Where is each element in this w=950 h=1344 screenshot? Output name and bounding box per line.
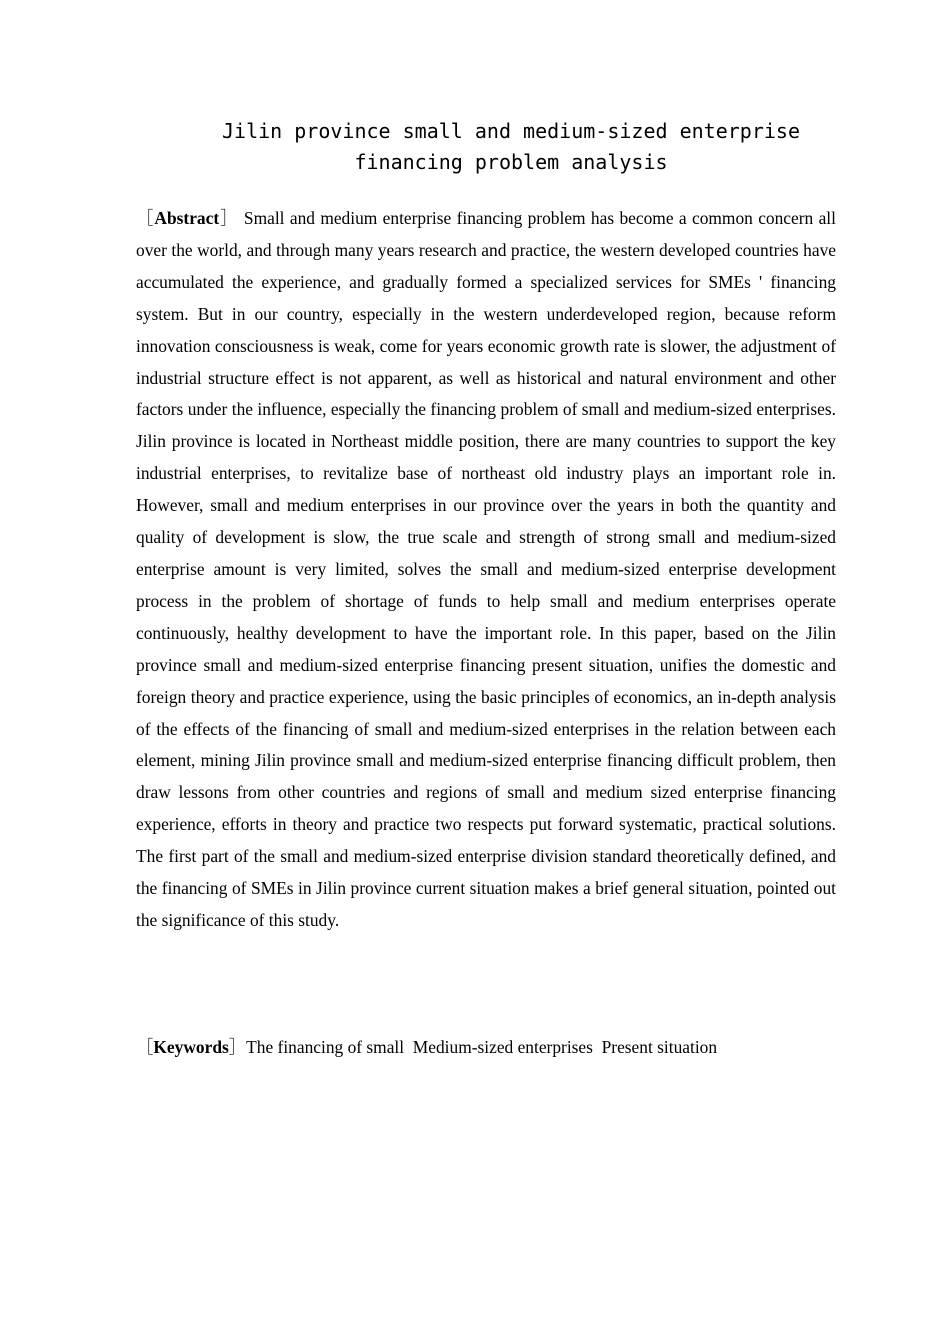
keywords-line xyxy=(136,1032,836,1064)
document-title xyxy=(136,116,886,178)
abstract-bracket-open: ［ xyxy=(136,208,155,228)
keywords-label: Keywords xyxy=(153,1037,229,1057)
keywords-bracket-close: ］ xyxy=(228,1037,247,1057)
title-line-2: financing problem analysis xyxy=(354,150,668,174)
abstract-paragraph xyxy=(136,203,836,937)
abstract-label: Abstract xyxy=(154,208,220,228)
keywords-text: The financing of small Medium-sized enterprises Present situation xyxy=(246,1037,718,1057)
title-line-1: Jilin province small and medium-sized enterprise xyxy=(222,119,800,143)
abstract-bracket-close: ］ xyxy=(219,208,239,228)
abstract-text: Small and medium enterprise financing problem has become a common concern all over the world, and through many years research and practice, the western developed countries have accumulated the experience, and gradually formed a specialized services for SMEs ' financing system. But in our country, especially in the western underdeveloped region, because reform innovation consciousness is weak, come for years economic growth rate is slower, the adjustment of industrial structure effect is not apparent, as well as historical and natural environment and other factors under the influence, especially the financing problem of small and medium-sized enterprises. Jilin province is located in Northeast middle position, there are many countries to support the key industrial enterprises, to revitalize base of northeast old industry plays an important role in. However, small and medium enterprises in our province over the years in both the quantity and quality of development is slow, the true scale and strength of strong small and medium-sized enterprise amount is very limited, solves the small and medium-sized enterprise development process in the problem of shortage of funds to help small and medium enterprises operate continuously, healthy development to have the important role. In this paper, based on the Jilin province small and medium-sized enterprise financing present situation, unifies the domestic and foreign theory and practice experience, using the basic principles of economics, an in-depth analysis of the effects of the financing of small and medium-sized enterprises in the relation between each element, mining Jilin province small and medium-sized enterprise financing difficult problem, then draw lessons from other countries and regions of small and medium sized enterprise financing experience, efforts in theory and practice two respects put forward systematic, practical solutions. The first part of the small and medium-sized enterprise division standard theoretically defined, and the financing of SMEs in Jilin province current situation makes a brief general situation, pointed out the significance of this study. xyxy=(136,208,836,930)
keywords-bracket-open: ［ xyxy=(136,1037,154,1057)
